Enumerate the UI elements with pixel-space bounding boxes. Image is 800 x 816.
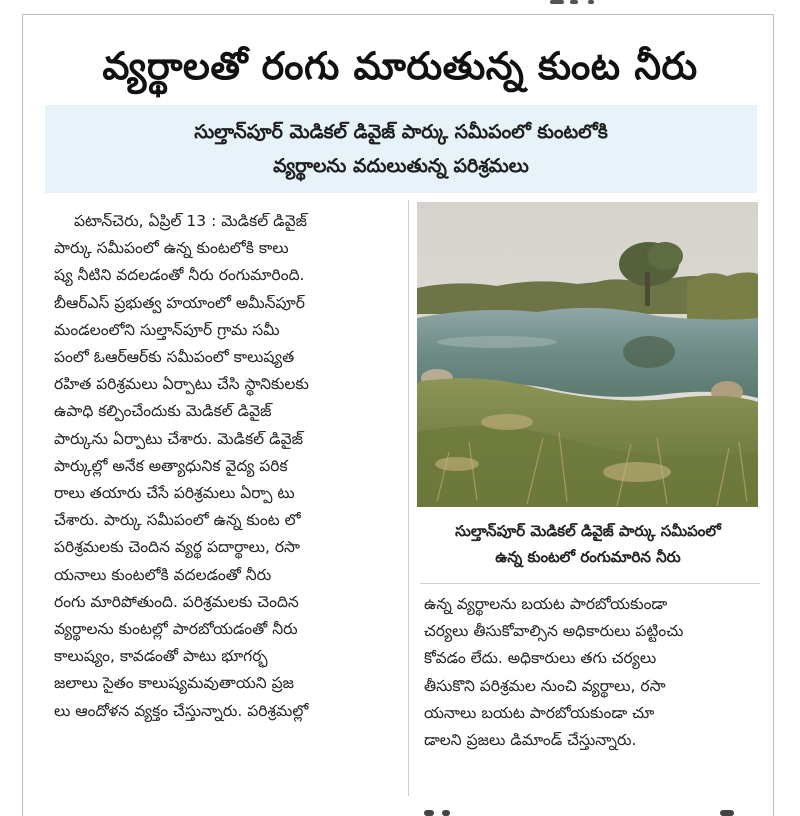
- clipped-bottom-text: [420, 806, 760, 816]
- pond-photo: [417, 202, 758, 507]
- subheadline-line: సుల్తాన్‌పూర్ మెడికల్ డివైజ్ పార్కు సమీపంలో కుంటలోకి: [194, 121, 608, 143]
- body-line: రహిత పరిశ్రమలు ఏర్పాటు చేసి స్థానికులకు: [54, 375, 309, 394]
- body-line: యనాలు బయట పారబోయకుండా చూ: [424, 703, 655, 722]
- body-line: తీసుకొని పరిశ్రమల నుంచి వ్యర్థాలు, రసా: [424, 676, 666, 695]
- body-column-left: [54, 208, 396, 725]
- body-line: పటాన్‌చెరు, ఏప్రిల్ 13 : మెడికల్ డివైజ్: [74, 212, 307, 230]
- body-line: లు ఆందోళన వ్యక్తం చేస్తున్నారు. పరిశ్రమల్లో: [54, 701, 309, 720]
- body-line: వ్యర్థాలను కుంటల్లో పారబోయడంతో నీరు: [54, 620, 298, 639]
- body-line: డాలని ప్రజలు డిమాండ్ చేస్తున్నారు.: [424, 731, 637, 750]
- body-line: పార్కుల్లో అనేక అత్యాధునిక వైద్య పరిక: [54, 456, 288, 475]
- body-line: చర్యలు తీసుకోవాల్సిన అధికారులు పట్టించు: [424, 622, 684, 641]
- body-line: బీఆర్ఎస్ ప్రభుత్వ హయాంలో అమీన్‌పూర్: [54, 293, 306, 312]
- body-line: పార్కును ఏర్పాటు చేశారు. మెడికల్ డివైజ్: [54, 429, 303, 448]
- body-line: రంగు మారిపోతుంది. పరిశ్రమలకు చెందిన: [54, 592, 299, 611]
- headline: వ్యర్థాలతో రంగు మారుతున్న కుంట నీరు: [102, 44, 698, 88]
- caption-divider: [420, 583, 760, 584]
- photo-caption: [412, 518, 764, 570]
- body-line: కాలుష్యం, కావడంతో పాటు భూగర్భ: [54, 647, 268, 666]
- body-column-right: [424, 591, 760, 754]
- body-line: చేశారు. పార్కు సమీపంలో ఉన్న కుంట లో: [54, 511, 301, 530]
- body-line: రాలు తయారు చేసే పరిశ్రమలు ఏర్పా టు: [54, 484, 295, 503]
- body-line: పార్కు సమీపంలో ఉన్న కుంటలోకి కాలు: [54, 239, 289, 258]
- subheadline: [45, 105, 757, 193]
- body-line: ఉపాధి కల్పించేందుకు మెడికల్ డివైజ్: [54, 402, 272, 421]
- body-line: మండలంలోని సుల్తాన్‌పూర్ గ్రామ సమీ: [54, 320, 280, 339]
- subheadline-line: వ్యర్థాలను వదులుతున్న పరిశ్రమలు: [273, 155, 529, 177]
- body-line: ఉన్న వ్యర్థాలను బయట పారబోయకుండా: [424, 595, 668, 613]
- caption-line: ఉన్న కుంటలో రంగుమారిన నీరు: [495, 548, 681, 566]
- body-line: కోవడం లేదు. అధికారులు తగు చర్యలు: [424, 649, 657, 668]
- body-line: పరిశ్రమలకు చెందిన వ్యర్థ పదార్థాలు, రసా: [54, 538, 301, 557]
- caption-line: సుల్తాన్‌పూర్ మెడికల్ డివైజ్ పార్కు సమీపంలో: [455, 522, 721, 540]
- column-divider: [408, 200, 409, 796]
- body-line: ష్య నీటిని వదలడంతో నీరు రంగుమారింది.: [54, 266, 305, 285]
- body-line: పంలో ఓఆర్ఆర్‌కు సమీపంలో కాలుష్యత: [54, 348, 295, 367]
- body-line: జలాలు సైతం కాలుష్యమవుతాయని ప్రజ: [54, 674, 294, 693]
- body-line: యనాలు కుంటలోకి వదలడంతో నీరు: [54, 565, 272, 584]
- clipped-top-text: [540, 0, 600, 8]
